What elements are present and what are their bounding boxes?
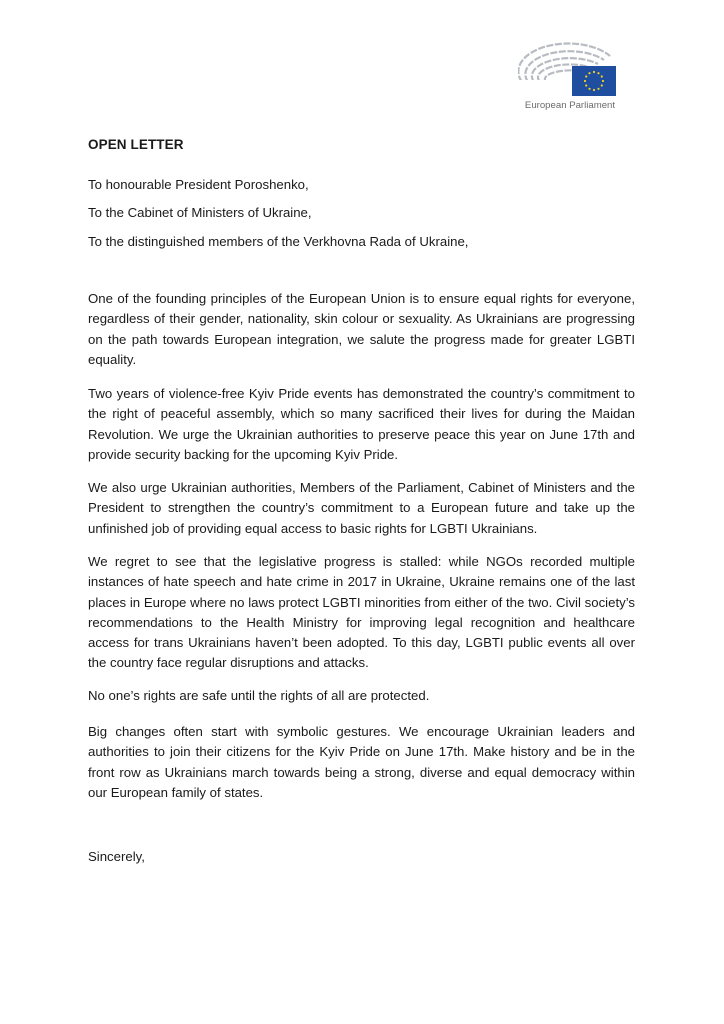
eu-star-icon <box>585 75 587 77</box>
hemicycle-icon <box>518 42 622 98</box>
eu-flag-icon <box>572 66 616 96</box>
addressee-cabinet: To the Cabinet of Ministers of Ukraine, <box>88 205 312 220</box>
letter-title: OPEN LETTER <box>88 137 184 152</box>
eu-star-icon <box>584 80 586 82</box>
european-parliament-logo <box>518 42 622 114</box>
eu-star-icon <box>588 88 590 90</box>
paragraph-urge-authorities: We also urge Ukrainian authorities, Members of the Parliament, Cabinet of Ministers and the President to strengthen the country’s commitment to a European future and take up the unfinished job of providing equal access to basic rights for LGBTI Ukrainians. <box>88 480 635 536</box>
eu-star-icon <box>597 88 599 90</box>
paragraph-founding-principles: One of the founding principles of the European Union is to ensure equal rights for everyone, regardless of their gender, nationality, skin colour or sexuality. As Ukrainians are progressing on the path towards European integration, we salute the progress made for greater LGBTI equality. <box>88 291 635 367</box>
eu-star-icon <box>597 72 599 74</box>
closing: Sincerely, <box>88 849 145 864</box>
eu-star-icon <box>601 84 603 86</box>
eu-star-icon <box>588 72 590 74</box>
eu-star-icon <box>601 75 603 77</box>
addressee-president: To honourable President Poroshenko, <box>88 177 309 192</box>
paragraph-legislative-progress: We regret to see that the legislative progress is stalled: while NGOs recorded multiple instances of hate speech and hate crime in 2017 in Ukraine, Ukraine remains one of the last places in Europe where no laws protect LGBTI minorities from either of the two. Civil society’s recommendations to the Health Ministry for improving legal recognition and healthcare access for trans Ukrainians haven’t been adopted. To this day, LGBTI public events all over the country face regular disruptions and attacks. <box>88 554 635 671</box>
paragraph-symbolic-gestures: Big changes often start with symbolic gestures. We encourage Ukrainian leaders and authorities to join their citizens for the Kyiv Pride on June 17th. Make history and be in the front row as Ukrainians march towards being a strong, diverse and equal democracy within our European family of states. <box>88 724 635 800</box>
paragraph-rights: No one’s rights are safe until the rights of all are protected. <box>88 688 430 703</box>
eu-star-icon <box>585 84 587 86</box>
paragraph-kyiv-pride: Two years of violence-free Kyiv Pride events has demonstrated the country’s commitment to the right of peaceful assembly, which so many sacrificed their lives for during the Maidan Revolution. We urge the Ukrainian authorities to preserve peace this year on June 17th and provide security backing for the upcoming Kyiv Pride. <box>88 386 635 462</box>
logo-text: European Parliament <box>524 100 616 111</box>
eu-star-icon <box>593 89 595 91</box>
eu-star-icon <box>602 80 604 82</box>
addressee-rada: To the distinguished members of the Verkhovna Rada of Ukraine, <box>88 234 469 249</box>
eu-star-icon <box>593 71 595 73</box>
